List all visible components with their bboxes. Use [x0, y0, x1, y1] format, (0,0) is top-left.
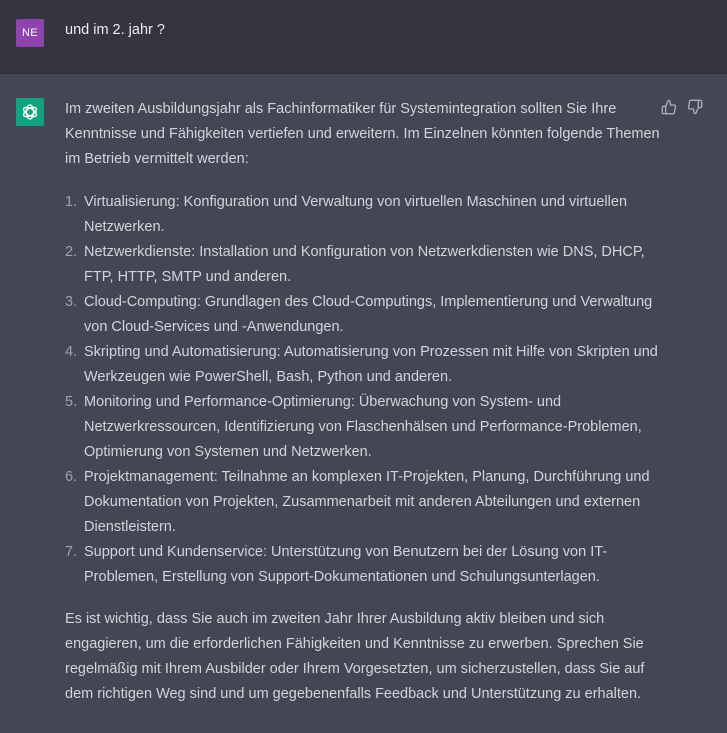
list-item-text: Virtualisierung: Konfiguration und Verwaltung von virtuellen Maschinen und virtuellen Netzwerken. — [84, 194, 628, 235]
user-avatar: NE — [16, 19, 44, 47]
list-item-text: Skripting und Automatisierung: Automatisierung von Prozessen mit Hilfe von Skripten und Werkzeugen wie PowerShell, Bash, Python und anderen. — [84, 344, 658, 385]
list-item-number: 6. — [65, 469, 78, 485]
topic-list — [65, 190, 665, 590]
user-message-row — [0, 0, 727, 74]
assistant-message-row — [0, 74, 727, 733]
list-item-number: 2. — [65, 244, 78, 260]
list-item — [65, 465, 665, 540]
list-item-text: Projektmanagement: Teilnahme an komplexen IT-Projekten, Planung, Durchführung und Dokumentation von Projekten, Zusammenarbeit mit anderen Abteilungen und externen Dienstleistern. — [84, 469, 650, 535]
assistant-message-content — [65, 97, 665, 707]
list-item — [65, 340, 665, 390]
list-item-text: Support und Kundenservice: Unterstützung von Benutzern bei der Lösung von IT-Problemen, Erstellung von Support-Dokumentationen und Schulungsunterlagen. — [84, 544, 608, 585]
list-item — [65, 290, 665, 340]
thumbs-down-icon[interactable] — [686, 98, 704, 116]
list-item-text: Netzwerkdienste: Installation und Konfiguration von Netzwerkdiensten wie DNS, DHCP, FTP, HTTP, SMTP und anderen. — [84, 244, 645, 285]
list-item-text: Cloud-Computing: Grundlagen des Cloud-Computings, Implementierung und Verwaltung von Cloud-Services und -Anwendungen. — [84, 294, 653, 335]
user-message-text: und im 2. jahr ? — [65, 22, 165, 38]
list-item-number: 1. — [65, 194, 78, 210]
assistant-intro-paragraph: Im zweiten Ausbildungsjahr als Fachinformatiker für Systemintegration sollten Sie Ihre Kenntnisse und Fähigkeiten vertiefen und erweitern. Im Einzelnen könnten folgende Themen im Betrieb vermittelt werden: — [65, 101, 660, 167]
assistant-outro-paragraph: Es ist wichtig, dass Sie auch im zweiten Jahr Ihrer Ausbildung aktiv bleiben und sich engagieren, um die erforderlichen Fähigkeiten und Kenntnisse zu erwerben. Sprechen Sie regelmäßig mit Ihrem Ausbilder oder Ihrem Vorgesetzten, um sicherzustellen, dass Sie auf dem richtigen Weg sind und um gegebenenfalls Feedback und Unterstützung zu erhalten. — [65, 611, 645, 702]
list-item-text: Monitoring und Performance-Optimierung: Überwachung von System- und Netzwerkressourcen, Identifizierung von Flaschenhälsen und Performance-Problemen, Optimierung von Systemen und Netzwerken. — [84, 394, 642, 460]
list-item — [65, 540, 665, 590]
list-item — [65, 390, 665, 465]
list-item-number: 4. — [65, 344, 78, 360]
openai-logo-icon — [16, 98, 44, 126]
list-item — [65, 190, 665, 240]
list-item — [65, 240, 665, 290]
list-item-number: 7. — [65, 544, 78, 560]
list-item-number: 5. — [65, 394, 78, 410]
list-item-number: 3. — [65, 294, 78, 310]
